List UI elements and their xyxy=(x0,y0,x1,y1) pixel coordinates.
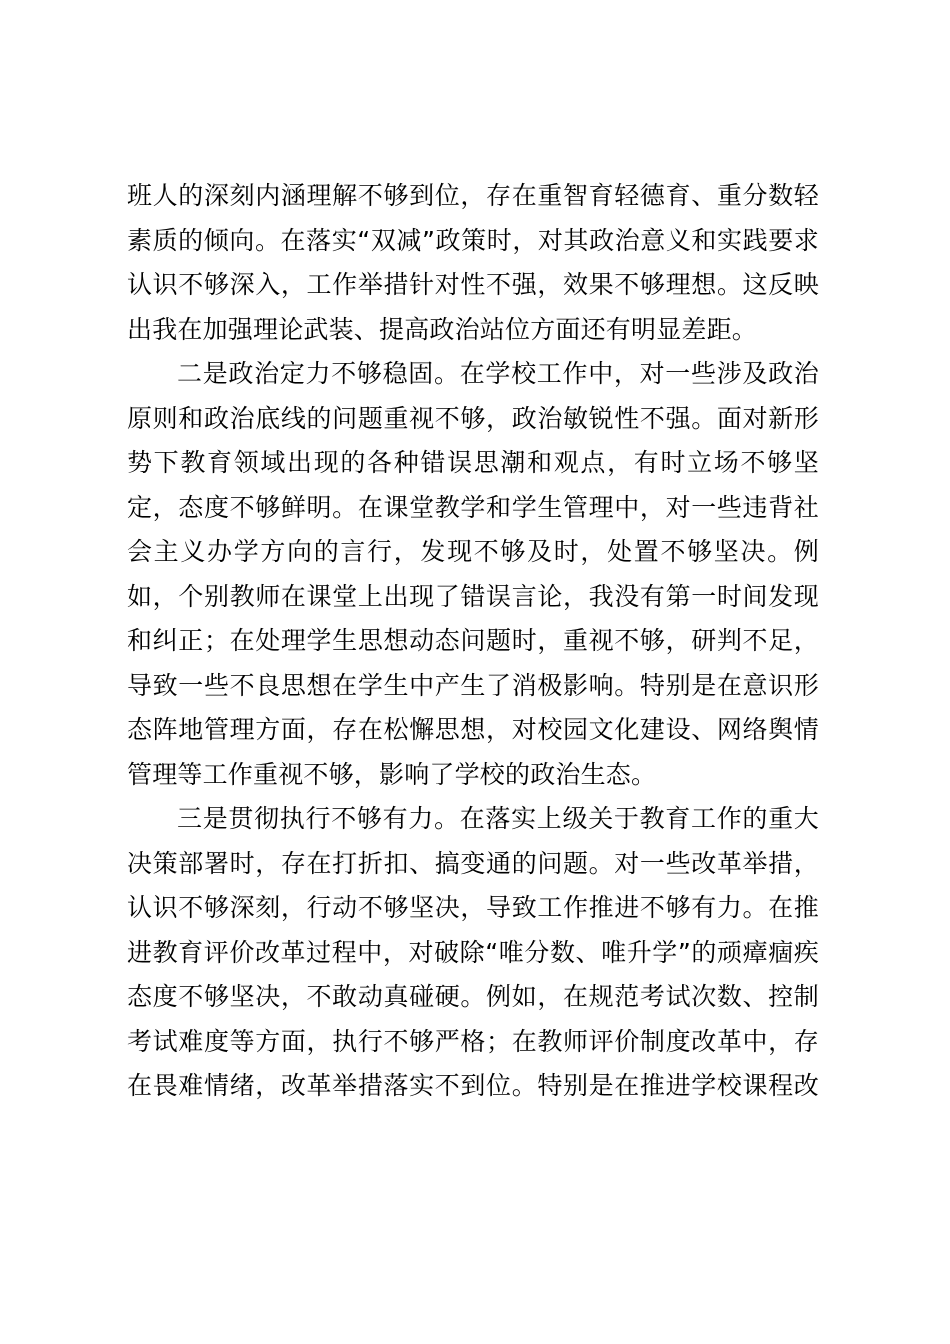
text-line: 态度不够坚决，不敢动真碰硬。例如，在规范考试次数、控制 xyxy=(127,982,819,1011)
text-line: 考试难度等方面，执行不够严格；在教师评价制度改革中，存 xyxy=(127,1026,819,1056)
text-line: 在畏难情绪，改革举措落实不到位。特别是在推进学校课程改 xyxy=(127,1071,819,1100)
text-line: 素质的倾向。在落实“双减”政策时，对其政治意义和实践要求 xyxy=(127,225,819,255)
text-line: 态阵地管理方面，存在松懈思想，对校园文化建设、网络舆情 xyxy=(127,715,819,744)
body-text xyxy=(127,174,819,1109)
text-line: 势下教育领域出现的各种错误思潮和观点，有时立场不够坚 xyxy=(127,448,819,477)
text-line: 决策部署时，存在打折扣、搞变通的问题。对一些改革举措， xyxy=(127,848,819,878)
text-line: 进教育评价改革过程中，对破除“唯分数、唯升学”的顽瘴痼疾 xyxy=(127,937,819,967)
text-line: 导致一些不良思想在学生中产生了消极影响。特别是在意识形 xyxy=(127,670,819,700)
text-line: 认识不够深入，工作举措针对性不强，效果不够理想。这反映 xyxy=(127,270,819,299)
paragraph-start-line: 二是政治定力不够稳固。在学校工作中，对一些涉及政治 xyxy=(177,359,819,388)
text-line: 出我在加强理论武装、提高政治站位方面还有明显差距。 xyxy=(127,314,758,344)
text-line: 会主义办学方向的言行，发现不够及时，处置不够坚决。例 xyxy=(127,537,819,566)
paragraph-start-line: 三是贯彻执行不够有力。在落实上级关于教育工作的重大 xyxy=(177,804,819,833)
text-line: 班人的深刻内涵理解不够到位，存在重智育轻德育、重分数轻 xyxy=(127,181,819,210)
text-line: 定，态度不够鲜明。在课堂教学和学生管理中，对一些违背社 xyxy=(127,492,819,522)
text-line: 如，个别教师在课堂上出现了错误言论，我没有第一时间发现 xyxy=(127,581,819,611)
text-line: 和纠正；在处理学生思想动态问题时，重视不够，研判不足， xyxy=(127,626,819,655)
text-line: 原则和政治底线的问题重视不够，政治敏锐性不强。面对新形 xyxy=(127,403,819,433)
text-line: 认识不够深刻，行动不够坚决，导致工作推进不够有力。在推 xyxy=(127,893,819,922)
text-line: 管理等工作重视不够，影响了学校的政治生态。 xyxy=(127,759,657,789)
